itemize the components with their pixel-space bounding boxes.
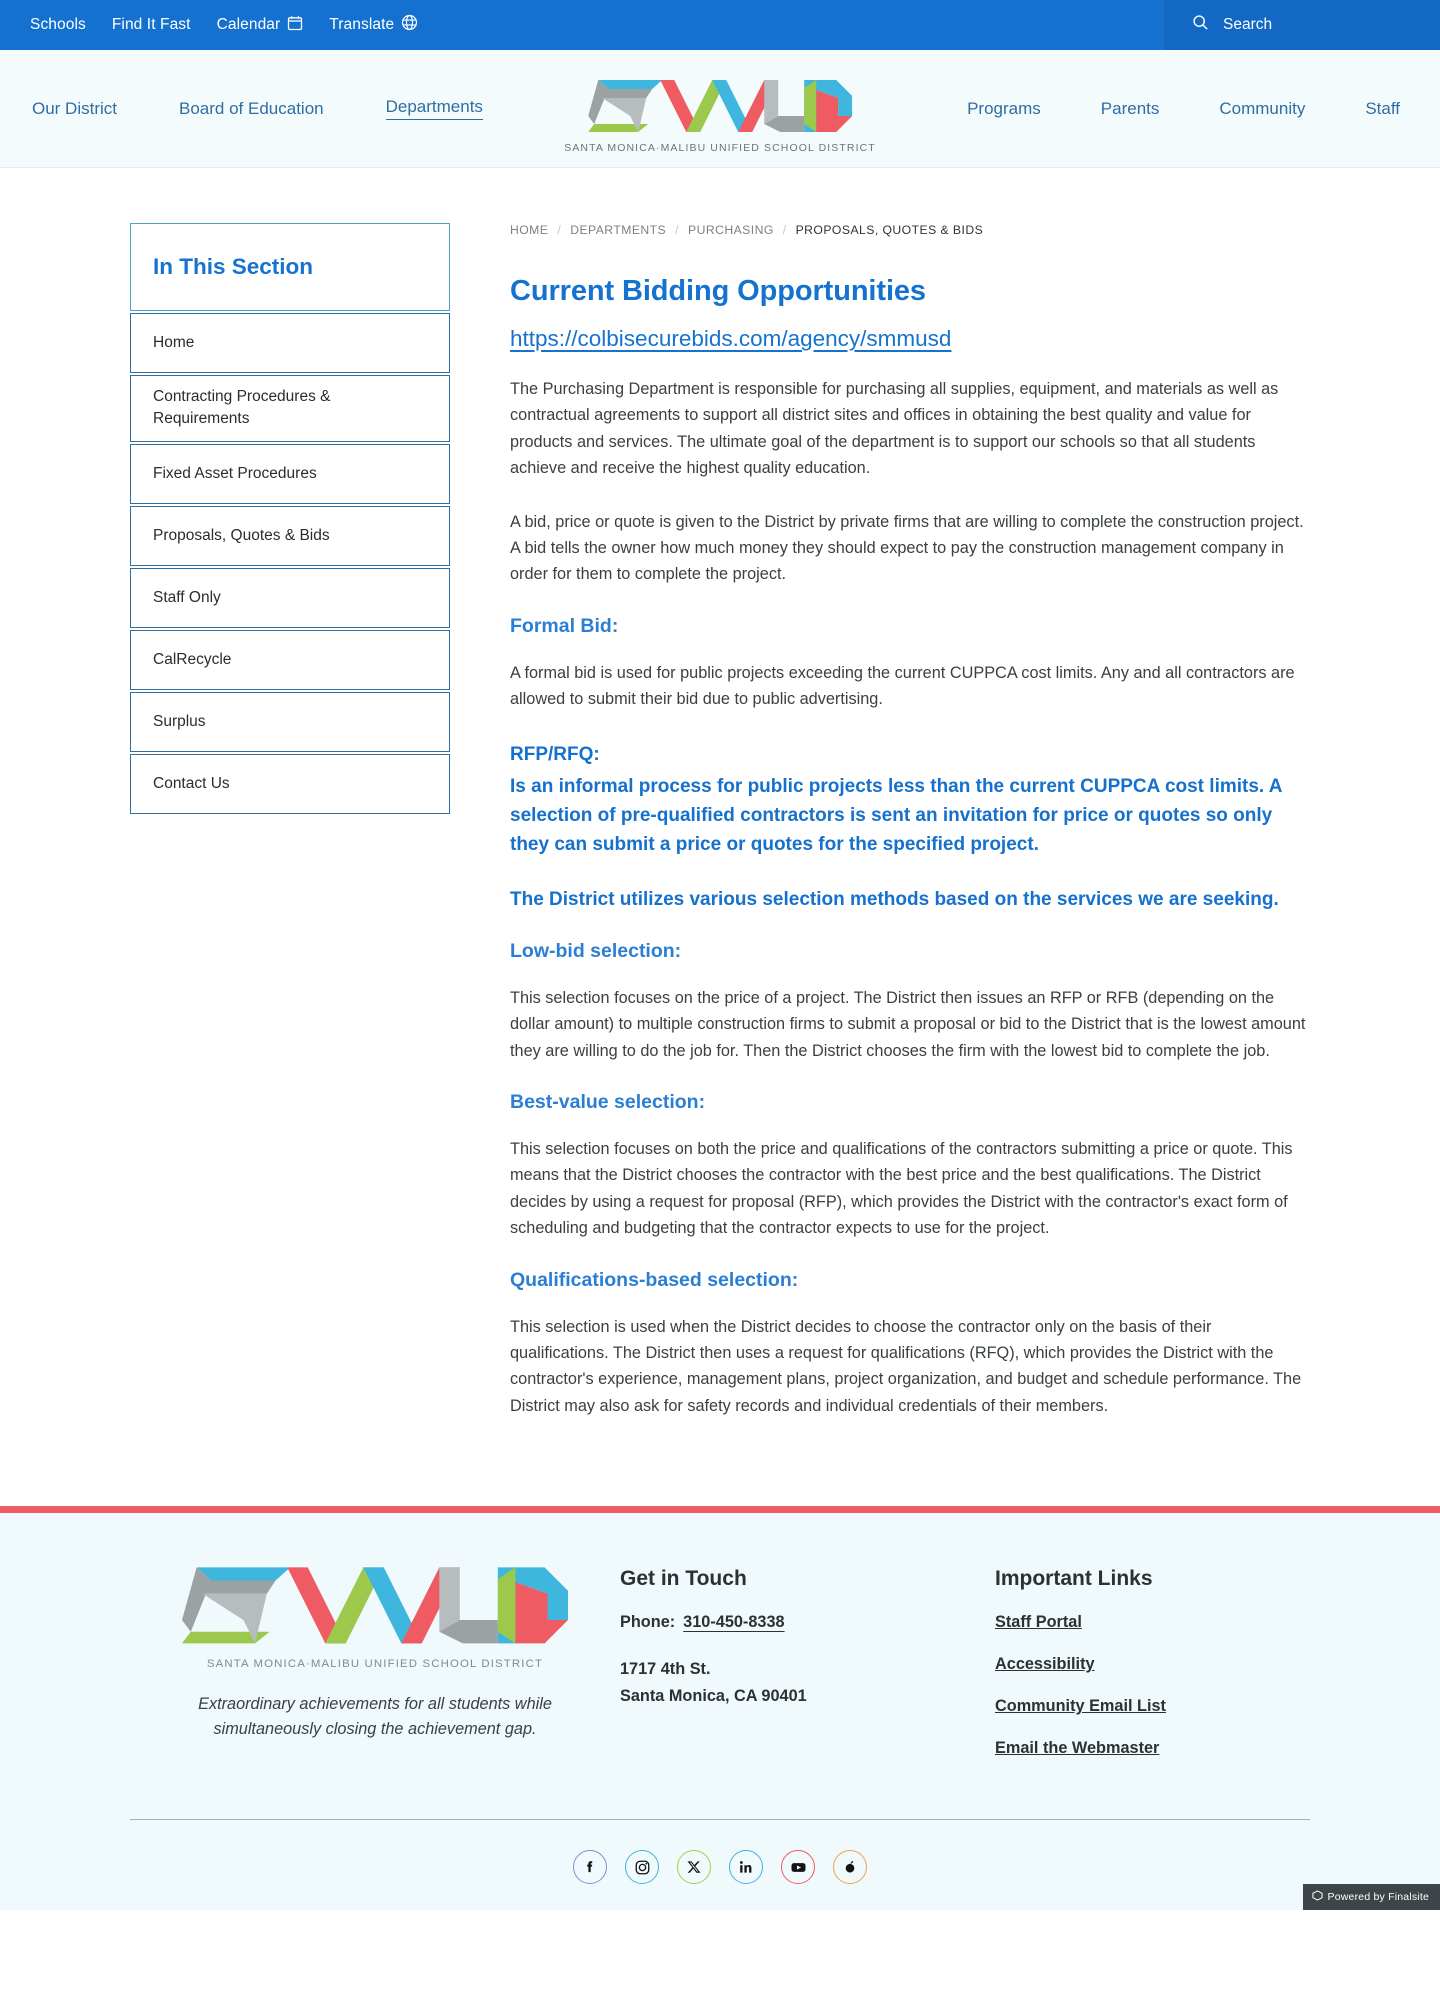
breadcrumb-item-home[interactable]: HOME xyxy=(510,223,549,237)
sidebar-heading xyxy=(130,223,450,311)
sidebar-heading-label: In This Section xyxy=(153,254,314,279)
footer-columns xyxy=(0,1555,1440,1781)
breadcrumb-separator: / xyxy=(557,223,562,237)
phone-link[interactable]: 310-450-8338 xyxy=(683,1613,785,1632)
address-line-2: Santa Monica, CA 90401 xyxy=(620,1687,807,1705)
utility-bar xyxy=(0,0,1440,50)
footer-link-staff-portal[interactable]: Staff Portal xyxy=(995,1613,1082,1632)
sidebar-item-surplus[interactable]: Surplus xyxy=(130,692,450,752)
utility-link-translate[interactable] xyxy=(329,14,418,36)
footer-link-community-email-list[interactable]: Community Email List xyxy=(995,1697,1166,1716)
peachjar-icon[interactable] xyxy=(833,1850,867,1884)
nav-item-staff[interactable]: Staff xyxy=(1365,98,1400,118)
rfp-rfq-heading: RFP/RFQ: xyxy=(510,743,600,765)
footer-logo[interactable] xyxy=(130,1555,620,1670)
utility-link-label: Calendar xyxy=(216,16,281,33)
youtube-icon[interactable] xyxy=(781,1850,815,1884)
footer-logo-column xyxy=(130,1555,620,1743)
best-value-selection-heading: Best-value selection: xyxy=(510,1091,706,1113)
breadcrumb-item-purchasing[interactable]: PURCHASING xyxy=(687,223,774,237)
footer-phone-row xyxy=(620,1613,995,1632)
sidebar-item-contracting-procedures[interactable]: Contracting Procedures & Requirements xyxy=(130,375,450,442)
selection-methods-intro: The District utilizes various selection methods based on the services we are seeking. xyxy=(510,888,1279,910)
footer-motto-line-1: Extraordinary achievements for all students while xyxy=(198,1695,552,1714)
primary-nav-right xyxy=(967,99,1440,119)
sidebar-item-staff-only[interactable]: Staff Only xyxy=(130,568,450,628)
logo-tagline: SANTA MONICA·MALIBU UNIFIED SCHOOL DISTRICT xyxy=(564,142,876,154)
powered-by-label: Powered by Finalsite xyxy=(1327,1891,1429,1904)
address-line-1: 1717 4th St. xyxy=(620,1660,711,1679)
breadcrumb xyxy=(510,223,1310,237)
formal-bid-body: A formal bid is used for public projects exceeding the current CUPPCA cost limits. Any and all contractors are allowed to submit their bid due to public advertising. xyxy=(510,663,1295,709)
main-header xyxy=(0,50,1440,168)
search-input[interactable] xyxy=(1164,0,1440,50)
primary-nav-left xyxy=(0,97,483,120)
important-links-heading: Important Links xyxy=(995,1567,1153,1591)
main-content xyxy=(510,223,1310,1446)
page-title: Current Bidding Opportunities xyxy=(510,275,926,307)
section-sidebar xyxy=(130,223,450,816)
utility-links xyxy=(0,0,1164,50)
utility-link-find-it-fast[interactable] xyxy=(112,16,191,34)
footer-contact-column xyxy=(620,1555,995,1710)
smmusd-logo-mark xyxy=(588,72,852,134)
linkedin-icon[interactable] xyxy=(729,1850,763,1884)
phone-label: Phone: xyxy=(620,1613,676,1632)
best-value-selection-body: This selection focuses on both the price and qualifications of the contractors submitting a price or quote. This means that the District chooses the contractor with the best price and the best qualifications. The District decides by using a request for proposal (RFP), which provides the District with the contractor's exact form of scheduling and budgeting that the contractor expects to use for the project. xyxy=(510,1140,1293,1238)
footer-accent-bar xyxy=(0,1506,1440,1513)
intro-paragraph-1: The Purchasing Department is responsible for purchasing all supplies, equipment, and materials as well as contractual agreements to support all district sites and offices in obtaining the best quality and value for products and services. The ultimate goal of the department is to support our schools so that all students achieve and receive the highest quality education. xyxy=(510,380,1279,478)
rfp-rfq-body: Is an informal process for public projects less than the current CUPPCA cost limits. A selection of pre-qualified contractors is sent an invitation for price or quotes so only they can submit a price or quotes for the specified project. xyxy=(510,775,1282,855)
nav-item-board-of-education[interactable]: Board of Education xyxy=(179,98,324,118)
calendar-icon xyxy=(287,15,303,36)
breadcrumb-current: PROPOSALS, QUOTES & BIDS xyxy=(795,223,984,237)
powered-by-finalsite-badge[interactable] xyxy=(1303,1884,1440,1910)
footer-motto xyxy=(130,1692,620,1743)
breadcrumb-separator: / xyxy=(782,223,787,237)
sidebar-item-proposals-quotes-bids[interactable]: Proposals, Quotes & Bids xyxy=(130,506,450,566)
site-logo[interactable] xyxy=(564,72,876,154)
globe-icon xyxy=(401,14,418,36)
get-in-touch-heading: Get in Touch xyxy=(620,1567,747,1591)
nav-item-programs[interactable]: Programs xyxy=(967,98,1041,118)
low-bid-selection-body: This selection focuses on the price of a project. The District then issues an RFP or RFB (depending on the dollar amount) to multiple construction firms to submit a proposal or bid to the District that is the lowest amount they are willing to do the job for. Then the District chooses the firm with the lowest bid to complete the job. xyxy=(510,988,1306,1060)
footer-link-accessibility[interactable]: Accessibility xyxy=(995,1655,1095,1674)
qualifications-selection-heading: Qualifications-based selection: xyxy=(510,1268,799,1291)
x-twitter-icon[interactable] xyxy=(677,1850,711,1884)
finalsite-icon xyxy=(1312,1890,1323,1904)
low-bid-selection-heading: Low-bid selection: xyxy=(510,939,682,962)
search-icon xyxy=(1192,14,1209,36)
utility-link-label: Translate xyxy=(329,16,395,33)
footer-region xyxy=(0,1506,1440,1910)
intro-paragraph-2: A bid, price or quote is given to the District by private firms that are willing to complete the construction project. A bid tells the owner how much money they should expect to pay the construction management company in order for them to complete the project. xyxy=(510,512,1304,584)
nav-item-parents[interactable]: Parents xyxy=(1100,98,1160,118)
utility-link-label: Find It Fast xyxy=(111,16,191,33)
footer-motto-line-2: simultaneously closing the achievement gap. xyxy=(213,1720,537,1739)
formal-bid-heading: Formal Bid: xyxy=(510,614,619,637)
sidebar-item-calrecycle[interactable]: CalRecycle xyxy=(130,630,450,690)
nav-item-departments[interactable]: Departments xyxy=(386,97,483,120)
nav-item-community[interactable]: Community xyxy=(1219,98,1306,118)
site-footer xyxy=(0,1513,1440,1910)
utility-link-schools[interactable] xyxy=(30,16,86,34)
utility-link-calendar[interactable] xyxy=(217,15,304,36)
instagram-icon[interactable] xyxy=(625,1850,659,1884)
sidebar-item-contact-us[interactable]: Contact Us xyxy=(130,754,450,814)
social-links xyxy=(0,1820,1440,1910)
page-body xyxy=(0,168,1440,1506)
breadcrumb-separator: / xyxy=(675,223,679,237)
footer-link-email-the-webmaster[interactable]: Email the Webmaster xyxy=(995,1739,1160,1758)
footer-address xyxy=(620,1656,995,1710)
footer-links-column xyxy=(995,1555,1310,1781)
footer-logo-tagline: SANTA MONICA·MALIBU UNIFIED SCHOOL DISTRICT xyxy=(206,1658,544,1671)
sidebar-item-home[interactable]: Home xyxy=(130,313,450,373)
utility-link-label: Schools xyxy=(30,16,86,33)
qualifications-selection-body: This selection is used when the District decides to choose the contractor only on the basis of their qualifications. The District then uses a request for qualifications (RFQ), which provides the District with the contractor's experience, management plans, project organization, and budget and schedule performance. The District may also ask for safety records and individual credentials of their members. xyxy=(510,1317,1302,1415)
nav-item-our-district[interactable]: Our District xyxy=(32,98,117,118)
facebook-icon[interactable] xyxy=(573,1850,607,1884)
search-placeholder: Search xyxy=(1223,16,1273,33)
bidding-portal-link[interactable]: https://colbisecurebids.com/agency/smmusd xyxy=(510,326,952,351)
sidebar-item-fixed-asset-procedures[interactable]: Fixed Asset Procedures xyxy=(130,444,450,504)
smmusd-logo-mark xyxy=(182,1555,568,1647)
breadcrumb-item-departments[interactable]: DEPARTMENTS xyxy=(570,223,667,237)
